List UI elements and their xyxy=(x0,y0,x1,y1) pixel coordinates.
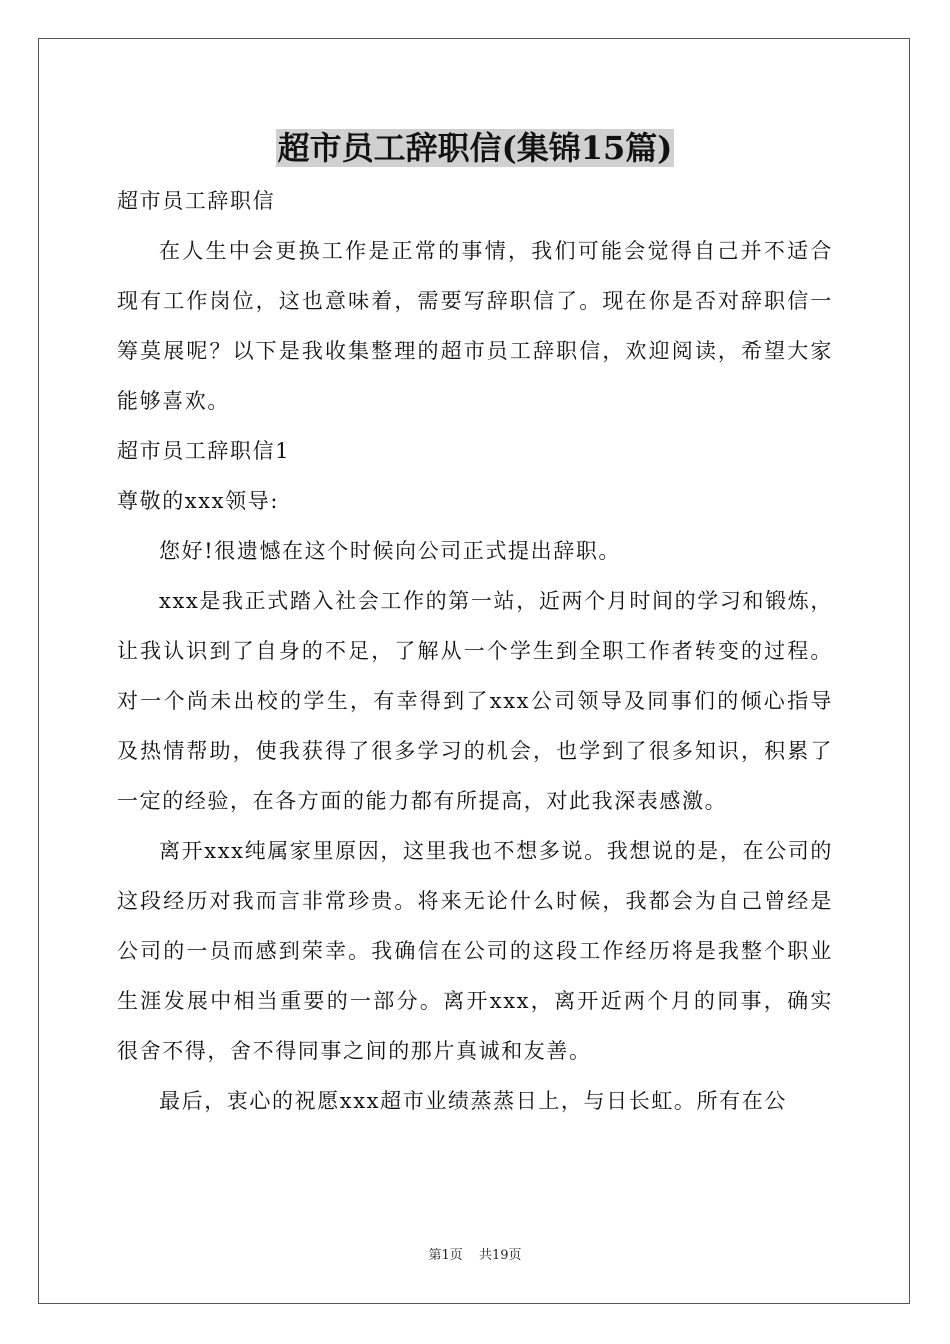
page-number: 第1页 xyxy=(428,1248,463,1263)
document-subtitle: 超市员工辞职信 xyxy=(117,189,276,213)
document-title xyxy=(117,120,833,176)
section-heading: 超市员工辞职信1 xyxy=(117,439,291,463)
intro-paragraph: 在人生中会更换工作是正常的事情，我们可能会觉得自己并不适合现有工作岗位，这也意味着，需要写辞职信了。现在你是否对辞职信一筹莫展呢？以下是我收集整理的超市员工辞职信，欢迎阅读，希望大家能够喜欢。 xyxy=(117,239,833,413)
body-paragraph: 最后，衷心的祝愿xxx超市业绩蒸蒸日上，与日长虹。所有在公 xyxy=(159,1089,787,1113)
page-footer xyxy=(0,1244,950,1263)
body-paragraph: 您好!很遗憾在这个时候向公司正式提出辞职。 xyxy=(159,539,622,563)
title-highlight: 超市员工辞职信(集锦15篇) xyxy=(277,129,673,167)
document-body xyxy=(117,120,833,1126)
page-total: 共19页 xyxy=(478,1248,522,1263)
body-paragraph: xxx是我正式踏入社会工作的第一站，近两个月时间的学习和锻炼，让我认识到了自身的不足，了解从一个学生到全职工作者转变的过程。对一个尚未出校的学生，有幸得到了xxx公司领导及同事们的倾心指导及热情帮助，使我获得了很多学习的机会，也学到了很多知识，积累了一定的经验，在各方面的能力都有所提高，对此我深表感激。 xyxy=(117,589,833,813)
body-paragraph: 离开xxx纯属家里原因，这里我也不想多说。我想说的是，在公司的这段经历对我而言非常珍贵。将来无论什么时候，我都会为自己曾经是公司的一员而感到荣幸。我确信在公司的这段工作经历将是我整个职业生涯发展中相当重要的一部分。离开xxx，离开近两个月的同事，确实很舍不得，舍不得同事之间的那片真诚和友善。 xyxy=(117,839,833,1063)
salutation: 尊敬的xxx领导: xyxy=(117,489,280,513)
